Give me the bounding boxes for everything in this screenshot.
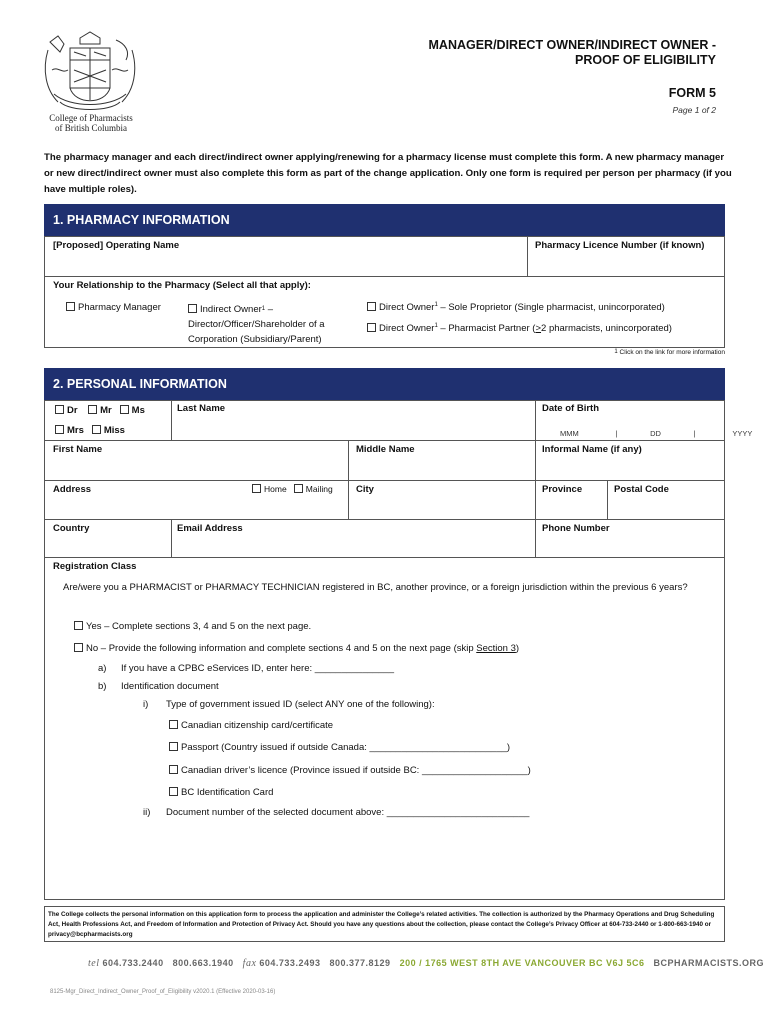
privacy-notice: The College collects the personal information on this application form to process the application and administer the College’s related activities. The collection is authorized by the Pharmacy Operations and Drug Scheduling Act, Health Professions Act, and Freedom of Information and Protection of Privacy Act. Should you have any questions about the collection, please contact the College’s Privacy Officer at 604-733-2440 or 1-800-663-1940 or privacy@bcpharmacists.org <box>44 906 725 942</box>
home-checkbox[interactable] <box>252 484 261 493</box>
registration-class-label: Registration Class <box>53 561 137 572</box>
miss-checkbox[interactable] <box>92 425 101 434</box>
marker-i: i) <box>143 699 149 710</box>
option-direct-sole: Direct Owner$^1$ – Sole Proprietor (Single pharmacist, unincorporated) <box>367 302 665 313</box>
direct-sole-checkbox[interactable] <box>367 302 376 311</box>
option-indirect-owner: Indirect Owner$^1$ – Director/Officer/Shareholder of a Corporation (Subsidiary/Parent) <box>188 304 325 345</box>
passport-checkbox[interactable] <box>169 742 178 751</box>
footnote-link[interactable]: 1 <box>434 302 438 308</box>
contact-line: tel 604.733.2440 800.663.1940 fax 604.733.2493 800.377.8129 200 / 1765 WEST 8TH AVE VANCOUVER BC V6J 5C6 BCPHARMACISTS.ORG <box>88 958 765 969</box>
option-pharmacy-manager: Pharmacy Manager <box>66 302 161 313</box>
option-yes: Yes – Complete sections 3, 4 and 5 on the next page. <box>74 621 311 632</box>
middle-name-input[interactable] <box>351 456 533 479</box>
email-label: Email Address <box>177 523 243 534</box>
option-direct-partner: Direct Owner$^1$ – Pharmacist Partner (>2 pharmacists, unincorporated) <box>367 323 672 334</box>
dr-checkbox[interactable] <box>55 405 64 414</box>
licence-number-input[interactable] <box>530 252 723 274</box>
option-no: No – Provide the following information and complete sections 4 and 5 on the next page (skip Section 3) <box>74 643 519 654</box>
direct-partner-checkbox[interactable] <box>367 323 376 332</box>
page-number: Page 1 of 2 <box>672 105 716 115</box>
section-3-link[interactable]: Section 3 <box>476 643 516 654</box>
option-drivers-licence: Canadian driver’s licence (Province issued if outside BC: ____________________) <box>169 765 531 776</box>
file-identifier: 8125-Mgr_Direct_Indirect_Owner_Proof_of_Eligibility v2020.1 (Effective 2020-03-16) <box>50 989 276 995</box>
form-number: FORM 5 <box>668 86 716 100</box>
citizenship-checkbox[interactable] <box>169 720 178 729</box>
website-link[interactable]: BCPHARMACISTS.ORG <box>653 958 765 968</box>
postal-code-label: Postal Code <box>614 484 669 495</box>
first-name-input[interactable] <box>46 456 346 479</box>
dob-label: Date of Birth <box>542 403 599 414</box>
bc-id-checkbox[interactable] <box>169 787 178 796</box>
operating-name-label: [Proposed] Operating Name <box>53 240 180 251</box>
last-name-input[interactable] <box>174 415 533 439</box>
mailing-checkbox[interactable] <box>294 484 303 493</box>
marker-ii: ii) <box>143 807 151 818</box>
city-label: City <box>356 484 374 495</box>
relationship-label: Your Relationship to the Pharmacy (Select all that apply): <box>53 280 311 291</box>
eservices-id[interactable]: If you have a CPBC eServices ID, enter here: _______________ <box>121 663 395 674</box>
no-checkbox[interactable] <box>74 643 83 652</box>
document-number-field[interactable]: Document number of the selected document above: ___________________________ <box>166 807 530 818</box>
operating-name-input[interactable] <box>46 252 525 274</box>
id-type-label: Type of government issued ID (select ANY one of the following): <box>166 699 435 710</box>
marker-a: a) <box>98 663 107 674</box>
intro-text: The pharmacy manager and each direct/indirect owner applying/renewing for a pharmacy license must complete this form. A new pharmacy manager or new direct/indirect owner must also complete this form as part of the change application. Only one form is required per person per pharmacy (if you have multiple roles). <box>44 152 732 195</box>
footnote: 1 Click on the link for more information <box>614 349 725 356</box>
ms-checkbox[interactable] <box>120 405 129 414</box>
identification-document-label: Identification document <box>121 681 219 692</box>
form-title: MANAGER/DIRECT OWNER/INDIRECT OWNER - PROOF OF ELIGIBILITY <box>428 38 716 67</box>
option-bc-id: BC Identification Card <box>169 787 273 798</box>
section-1-header: 1. PHARMACY INFORMATION <box>44 204 725 236</box>
option-citizenship: Canadian citizenship card/certificate <box>169 720 333 731</box>
province-label: Province <box>542 484 583 495</box>
address-type: Home Mailing <box>252 484 333 494</box>
footnote-link[interactable]: 1 <box>434 323 438 329</box>
mrs-checkbox[interactable] <box>55 425 64 434</box>
marker-b: b) <box>98 681 107 692</box>
dob-format[interactable]: MMM | DD | YYYY <box>560 429 753 438</box>
informal-name-label: Informal Name (if any) <box>542 444 642 455</box>
salutation-row-1: Dr Mr Ms <box>55 405 145 416</box>
college-name: College of Pharmacists of British Columbia <box>49 113 133 133</box>
first-name-label: First Name <box>53 444 103 455</box>
licence-number-label: Pharmacy Licence Number (if known) <box>535 240 705 251</box>
pharmacy-manager-checkbox[interactable] <box>66 302 75 311</box>
yes-checkbox[interactable] <box>74 621 83 630</box>
drivers-licence-checkbox[interactable] <box>169 765 178 774</box>
option-passport: Passport (Country issued if outside Canada: __________________________) <box>169 742 510 753</box>
last-name-label: Last Name <box>177 403 226 414</box>
address-label: Address <box>53 484 92 495</box>
informal-name-input[interactable] <box>538 456 724 479</box>
registration-question: Are/were you a PHARMACIST or PHARMACY TECHNICIAN registered in BC, another province, or a foreign jurisdiction within the previous 6 years? <box>63 582 688 593</box>
mr-checkbox[interactable] <box>88 405 97 414</box>
country-label: Country <box>53 523 90 534</box>
salutation-row-2: Mrs Miss <box>55 425 125 436</box>
indirect-owner-checkbox[interactable] <box>188 304 197 313</box>
middle-name-label: Middle Name <box>356 444 415 455</box>
section-2-header: 2. PERSONAL INFORMATION <box>44 368 725 400</box>
phone-label: Phone Number <box>542 523 610 534</box>
